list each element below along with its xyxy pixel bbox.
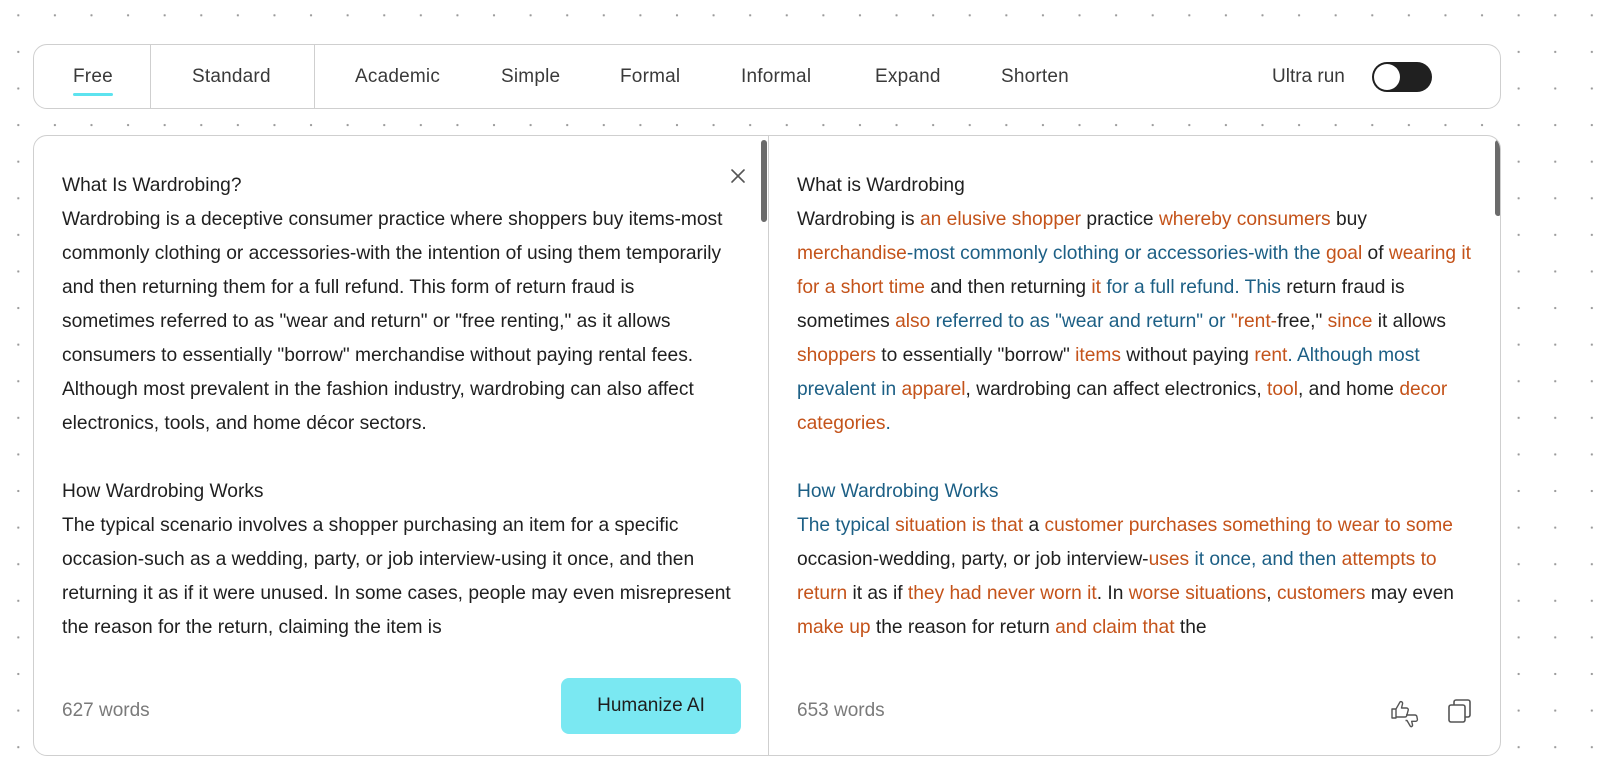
output-text-segment: situation is that xyxy=(895,515,1024,536)
output-text-segment: items xyxy=(1075,345,1121,366)
output-text-segment: merchandise xyxy=(797,243,907,264)
output-text-segment: uses xyxy=(1148,549,1195,570)
input-paragraph: Wardrobing is a deceptive consumer practice where shoppers buy items-most commonly clothing or accessories-with the intention of using them temporarily and then returning them for a full refund. This form of return fraud is sometimes referred to as "wear and return" or "free renting," as it allows consumers to essentially "borrow" merchandise without paying rental fees. Although most prevalent in the fashion industry, wardrobing can also affect electronics, tools, and home décor sectors. xyxy=(62,209,723,434)
output-text-segment: since xyxy=(1327,311,1373,332)
output-text-segment: decor categories xyxy=(797,379,1448,434)
paraphraser-panels xyxy=(33,135,1501,756)
mode-divider xyxy=(150,45,151,108)
output-scrollbar[interactable] xyxy=(1495,140,1501,216)
mode-tab-expand[interactable]: Expand xyxy=(875,66,941,87)
output-text-segment: apparel xyxy=(901,379,966,400)
output-text-segment: make up xyxy=(797,617,871,638)
panel-divider xyxy=(768,136,769,756)
output-text-segment: it as if xyxy=(847,583,908,604)
input-title: What Is Wardrobing? xyxy=(62,175,242,196)
output-text-segment: without paying xyxy=(1120,345,1255,366)
output-text-segment: , xyxy=(1266,583,1277,604)
ultra-run-toggle[interactable] xyxy=(1372,62,1432,92)
output-text-segment: free," xyxy=(1277,311,1328,332)
output-paragraph xyxy=(797,203,1472,441)
output-text-segment: "rent- xyxy=(1230,311,1278,332)
output-title: What is Wardrobing xyxy=(797,175,965,196)
output-text-segment: may even xyxy=(1365,583,1454,604)
output-text-segment: of xyxy=(1362,243,1389,264)
mode-tab-shorten[interactable]: Shorten xyxy=(1001,66,1069,87)
output-text-segment: and claim that xyxy=(1055,617,1175,638)
output-text-segment: , wardrobing can affect electronics, xyxy=(965,379,1268,400)
toggle-knob xyxy=(1374,64,1400,90)
humanize-button[interactable]: Humanize AI xyxy=(561,678,741,734)
input-text-area[interactable] xyxy=(62,169,732,655)
output-text-segment: referred to as "wear and return" or xyxy=(935,311,1231,332)
output-text-segment: and then returning xyxy=(924,277,1092,298)
output-text-segment: it xyxy=(1091,277,1107,298)
mode-tab-formal[interactable]: Formal xyxy=(620,66,681,87)
output-text-segment: . Although most prevalent in xyxy=(797,345,1420,400)
input-paragraph: The typical scenario involves a shopper purchasing an item for a specific occasion-such as a wedding, party, or job interview-using it once, and then returning it as if it were unused. In some cases, people may even misrepresent the reason for the return, claiming the item is xyxy=(62,515,731,638)
mode-selector-bar xyxy=(33,44,1501,109)
output-text-segment: to essentially "borrow" xyxy=(875,345,1076,366)
output-text-segment: rent xyxy=(1254,345,1288,366)
output-text-segment: The typical xyxy=(797,515,896,536)
mode-divider xyxy=(314,45,315,108)
output-text-segment: occasion-wedding, party, or job interview- xyxy=(797,549,1149,570)
output-text-segment: a xyxy=(1023,515,1045,536)
output-text-segment: tool xyxy=(1267,379,1298,400)
mode-tab-standard[interactable]: Standard xyxy=(192,66,271,87)
mode-tab-free[interactable]: Free xyxy=(73,66,113,87)
output-text-segment: . xyxy=(885,413,891,434)
close-icon[interactable] xyxy=(728,166,748,186)
output-text-segment: , and home xyxy=(1297,379,1400,400)
output-word-count: 653 words xyxy=(797,700,885,721)
output-text-segment: whereby consumers xyxy=(1158,209,1331,230)
output-text-segment: shoppers xyxy=(797,345,876,366)
mode-tab-academic[interactable]: Academic xyxy=(355,66,441,87)
thumbs-up-down-icon[interactable] xyxy=(1389,696,1421,728)
copy-icon[interactable] xyxy=(1446,697,1474,725)
output-text-segment: they had never worn it xyxy=(907,583,1097,604)
output-text-segment: goal xyxy=(1325,243,1363,264)
output-text-area xyxy=(797,169,1472,655)
output-text-segment: for a full refund. This xyxy=(1106,277,1281,298)
output-text-segment: practice xyxy=(1081,209,1159,230)
output-text-segment: it once, and then xyxy=(1194,549,1342,570)
output-text-segment: the reason for return xyxy=(870,617,1056,638)
output-text-segment: customer purchases something to wear to some xyxy=(1044,515,1453,536)
output-text-segment: attempts to return xyxy=(797,549,1437,604)
input-word-count: 627 words xyxy=(62,700,150,721)
input-heading: How Wardrobing Works xyxy=(62,481,264,502)
output-text-segment: . In xyxy=(1096,583,1129,604)
output-text-segment: an elusive shopper xyxy=(920,209,1082,230)
mode-tab-informal[interactable]: Informal xyxy=(741,66,812,87)
output-text-segment: -most commonly clothing or accessories-with the xyxy=(906,243,1326,264)
output-paragraph xyxy=(797,509,1472,645)
output-text-segment: buy xyxy=(1330,209,1367,230)
output-text-segment: it allows xyxy=(1372,311,1446,332)
output-text-segment: worse situations xyxy=(1128,583,1267,604)
ultra-run-label: Ultra run xyxy=(1272,66,1345,87)
output-text-segment: Wardrobing is xyxy=(797,209,920,230)
output-text-segment: return fraud is sometimes xyxy=(797,277,1405,332)
output-text-segment: the xyxy=(1174,617,1207,638)
output-heading: How Wardrobing Works xyxy=(797,481,999,502)
output-text-segment: wearing it for a short time xyxy=(797,243,1472,298)
output-text-segment: customers xyxy=(1276,583,1366,604)
input-scrollbar[interactable] xyxy=(761,140,767,222)
mode-tab-simple[interactable]: Simple xyxy=(501,66,561,87)
output-text-segment: also xyxy=(895,311,936,332)
